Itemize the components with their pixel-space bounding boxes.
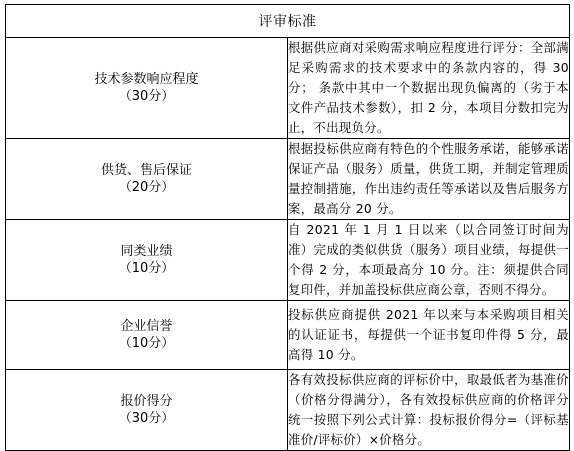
criterion-cell <box>6 38 288 139</box>
criterion-name: 企业信誉 <box>120 319 173 334</box>
table-row <box>6 38 570 139</box>
criterion-description: 根据供应商对采购需求响应程度进行评分：全部满足采购需求的技术要求中的条款内容的，得 30 分； 条款中其中一个数据出现负偏离的（劣于本文件产品技术参数），扣 2 分，本项目分数扣完为止，不出现负分。 <box>288 38 570 139</box>
table-row <box>6 220 570 301</box>
criterion-name: 技术参数响应程度 <box>94 72 199 87</box>
criterion-points: （30分） <box>118 411 175 426</box>
table-row <box>6 139 570 220</box>
table-header-row <box>6 5 570 38</box>
criterion-cell <box>6 139 288 220</box>
table-header: 评审标准 <box>6 5 570 38</box>
criterion-cell <box>6 220 288 301</box>
criterion-points: （10分） <box>118 336 175 351</box>
criterion-name: 报价得分 <box>120 394 173 409</box>
criterion-points: （30分） <box>118 89 175 104</box>
criterion-name: 同类业绩 <box>120 244 173 259</box>
criterion-name: 供货、售后保证 <box>100 163 192 178</box>
table-row <box>6 301 570 370</box>
criterion-points: （10分） <box>118 261 175 276</box>
table-row <box>6 370 570 451</box>
criterion-description: 各有效投标供应商的评标价中，取最低者为基准价（价格分得满分），各有效投标供应商的价格评分统一按照下列公式计算：投标报价得分=（评标基准价/评标价）×价格分。 <box>288 370 570 451</box>
criterion-cell <box>6 370 288 451</box>
scoring-criteria-table <box>5 4 570 451</box>
criterion-description: 根据投标供应商有特色的个性服务承诺，能够承诺保证产品（服务）质量，供货工期，并制定管理质量控制措施，作出违约责任等承诺以及售后服务方案，最高分 20 分。 <box>288 139 570 220</box>
criterion-cell <box>6 301 288 370</box>
criterion-description: 投标供应商提供 2021 年以来与本采购项目相关的认证证书，每提供一个证书复印件得 5 分，最高得 10 分。 <box>288 301 570 370</box>
criterion-description: 自 2021 年 1 月 1 日以来（以合同签订时间为准）完成的类似供货（服务）项目业绩，每提供一个得 2 分，本项最高分 10 分。注：须提供合同复印件，并加盖投标供应商公章，否则不得分。 <box>288 220 570 301</box>
criterion-points: （20分） <box>118 180 175 195</box>
